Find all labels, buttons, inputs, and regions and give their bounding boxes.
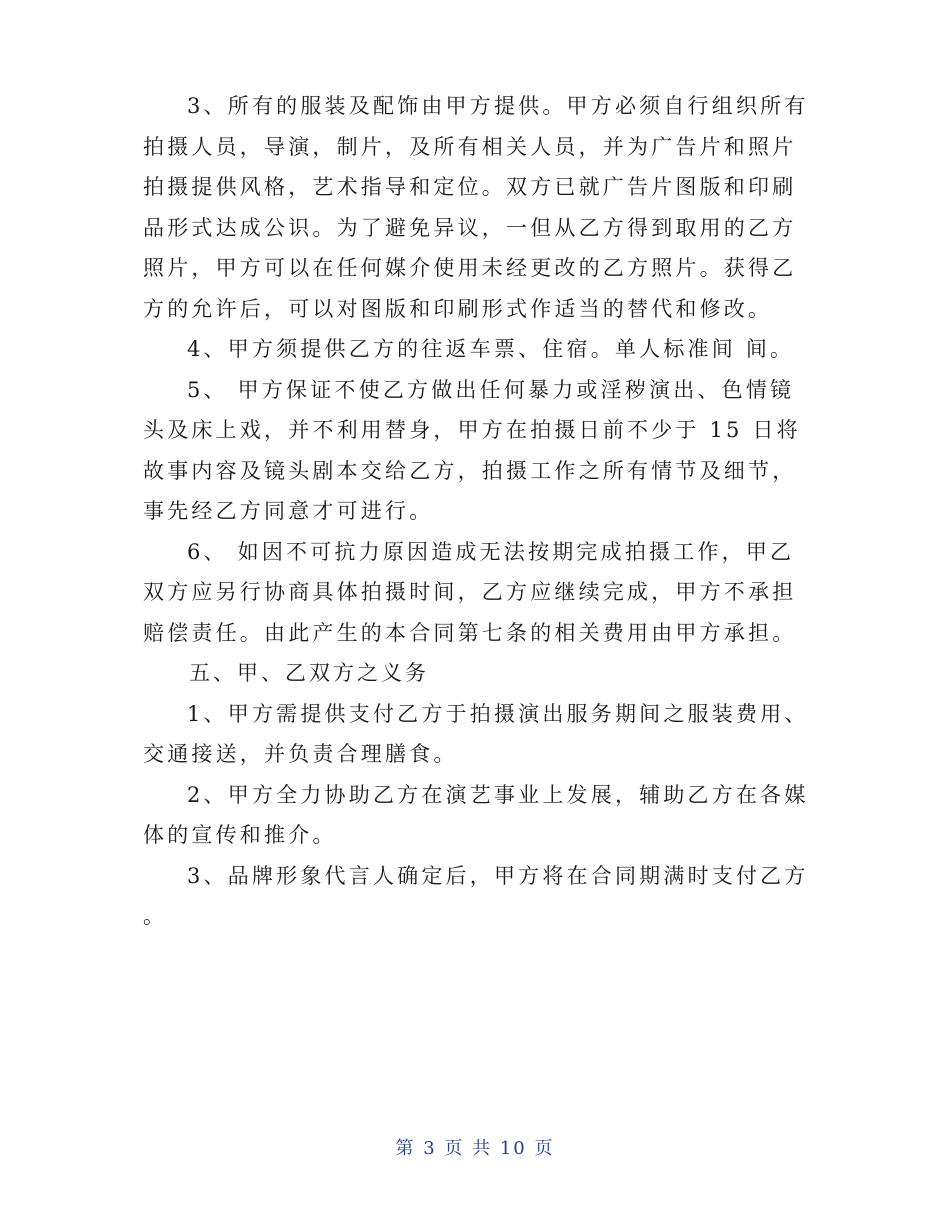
document-body <box>143 86 811 937</box>
paragraph-clause-3: 3、所有的服装及配饰由甲方提供。甲方必须自行组织所有拍摄人员，导演，制片，及所有相关人员，并为广告片和照片拍摄提供风格，艺术指导和定位。双方已就广告片图版和印刷品形式达成公识。为了避免异议，一但从乙方得到取用的乙方照片，甲方可以在任何媒介使用未经更改的乙方照片。获得乙方的允许后，可以对图版和印刷形式作适当的替代和修改。 <box>143 94 809 321</box>
paragraph-clause-6: 6、 如因不可抗力原因造成无法按期完成拍摄工作，甲乙双方应另行协商具体拍摄时间，乙方应继续完成，甲方不承担赔偿责任。由此产生的本合同第七条的相关费用由甲方承担。 <box>143 539 797 645</box>
paragraph-obligation-3: 3、品牌形象代言人确定后，甲方将在合同期满时支付乙方 。 <box>143 863 809 928</box>
paragraph-obligation-1: 1、甲方需提供支付乙方于拍摄演出服务期间之服装费用、交通接送，并负责合理膳食。 <box>143 701 809 766</box>
paragraph-obligation-2: 2、甲方全力协助乙方在演艺事业上发展，辅助乙方在各媒体的宣传和推介。 <box>143 782 809 847</box>
section-heading-obligations: 五、甲、乙双方之义务 <box>189 661 429 685</box>
paragraph-clause-5: 5、 甲方保证不使乙方做出任何暴力或淫秽演出、色情镜头及床上戏，并不利用替身，甲方在拍摄日前不少于 15 日将故事内容及镜头剧本交给乙方，拍摄工作之所有情节及细节，事先经乙方同意才可进行。 <box>143 377 801 523</box>
page-number-footer: 第 3 页 共 10 页 <box>395 1138 555 1159</box>
paragraph-clause-4: 4、甲方须提供乙方的往返车票、住宿。单人标准间 间。 <box>187 337 795 361</box>
